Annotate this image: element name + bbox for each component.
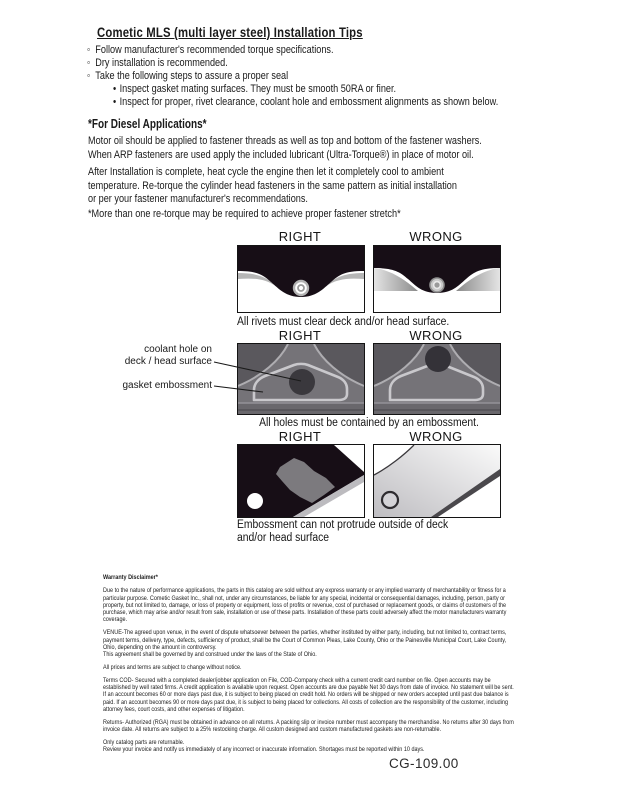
list-item [87, 44, 494, 57]
caption-line: and/or head surface [237, 532, 330, 544]
rivet-diagram-right [237, 245, 365, 313]
paragraph-line: or per your fastener manufacturer's recommendations. [88, 193, 308, 205]
caption-line: Embossment can not protrude outside of deck [237, 519, 449, 531]
wrong-label-row1: WRONG [409, 229, 463, 244]
row2-caption: All holes must be contained by an embossment. [259, 417, 479, 429]
bolt-hole-icon [247, 493, 263, 509]
right-label-row2: RIGHT [278, 328, 322, 343]
diesel-paragraph-2 [88, 166, 533, 207]
hole-not-contained-illustration [374, 344, 500, 414]
paragraph-line: *More than one re-torque may be required to achieve proper fastener stretch* [88, 208, 401, 220]
diesel-paragraph-1 [88, 135, 563, 162]
only-catalog-line: Only catalog parts are returnable. [103, 738, 185, 746]
bolt-hole-icon [382, 492, 398, 508]
page-code: CG-109.00 [389, 756, 459, 771]
open-bullet-icon: ◦ [87, 57, 91, 69]
rivet-diagram-wrong [373, 245, 501, 313]
rivet-interference-illustration [374, 246, 500, 312]
open-bullet-icon: ◦ [87, 70, 91, 82]
protrusion-diagram-wrong [373, 444, 501, 518]
list-item [87, 70, 494, 83]
paragraph-line: Motor oil should be applied to fastener threads as well as top and bottom of the fastener washers. [88, 135, 482, 147]
callout-line: coolant hole on [144, 344, 212, 355]
returns-clause: Returns- Authorized (RGA) must be obtained in advance on all returns. A packing slip or invoice number must accompany the merchandise. No returns after 30 days from invoice date. All returns are subject to a 25% restocking charge. All custom designed and custom manufactured gaskets are non-returnable. [103, 718, 514, 734]
sub-list-item [113, 96, 498, 109]
embossment-diagram-wrong [373, 343, 501, 415]
list-item-text: Take the following steps to assure a proper seal [95, 70, 289, 82]
embossment-protruding-illustration [374, 445, 500, 517]
page-title: Cometic MLS (multi layer steel) Installation Tips [97, 25, 363, 40]
rivet-clear-illustration [238, 246, 364, 312]
hole-contained-illustration [238, 344, 364, 414]
row1-caption: All rivets must clear deck and/or head surface. [237, 316, 450, 328]
list-item-text: Inspect for proper, rivet clearance, coolant hole and embossment alignments as shown below. [119, 96, 499, 108]
review-invoice-line: Review your invoice and notify us immediately of any incorrect or inaccurate information. Shortages must be reported within 10 days. [103, 746, 425, 754]
embossment-inside-deck-illustration [238, 445, 364, 517]
legal-fine-print [103, 574, 517, 753]
list-item [87, 57, 494, 70]
warranty-disclaimer-text: Due to the nature of performance applications, the parts in this catalog are sold without any express warranty or any implied warranty of merchantability or fitness for a particular purpose. Cometic Gasket Inc., shall not, under any circumstances, be liable for any special, incidental or consequential damages, including, person, party or property, but not limited to, damage, or loss of property or equipment, loss of profits or revenue, cost of purchased or replacement goods, or claims of customers of the purchase, which may arise and/or result from sale, installation or use of these parts. Installation of these parts could adversely affect the motor manufacturers warranty coverage. [103, 587, 507, 624]
coolant-hole-callout [92, 344, 212, 367]
coolant-hole-icon [289, 369, 315, 395]
embossment-diagram-right [237, 343, 365, 415]
paragraph-line: temperature. Re-torque the cylinder head fasteners in the same pattern as initial installation [88, 179, 457, 192]
row3-caption [237, 519, 472, 545]
callout-line: deck / head surface [124, 355, 212, 367]
retorque-note [88, 208, 465, 222]
warranty-disclaimer-heading: Warranty Disclaimer* [103, 574, 158, 581]
list-item-text: Follow manufacturer's recommended torque specifications. [95, 44, 334, 56]
right-label-row1: RIGHT [278, 229, 322, 244]
paragraph-line: After Installation is complete, heat cycle the engine then let it completely cool to ambient [88, 166, 444, 178]
diesel-section-heading: *For Diesel Applications* [88, 117, 207, 131]
wrong-label-row3: WRONG [409, 429, 463, 444]
venue-clause: VENUE-The agreed upon venue, in the event of dispute whatsoever between the parties, whether instituted by either party, including, but not limited to, contract terms, payment terms, delivery, type, defects, sufficiency of product, shall be the Court of Common Pleas, Lake County, Ohio or the Painesville Municipal Court, Lake County, Ohio, depending on the amount in controversy. [103, 629, 507, 651]
terms-cod-clause: Terms COD- Secured with a completed dealer/jobber application on File, COD-Company check with a current credit card number on file. Open accounts may be established by well rated firms. A credit application is available upon request. Open accounts are due payable Net 30 days from date of invoice. No statement will be sent. If an account becomes 60 or more days past due, it is subject to being placed on credit hold. No orders will be shipped or new orders accepted until past due balance is paid. If an account becomes 90 or more days past due, it is subject to being placed for collections. All costs of collection are the responsibility of the customer, including attorney fees, court costs, and other expenses of litigation. [103, 676, 514, 713]
coolant-hole-icon [425, 346, 451, 372]
governing-law-clause: This agreement shall be governed by and construed under the laws of the State of Ohio. [103, 651, 317, 659]
gasket-embossment-callout: gasket embossment [122, 380, 212, 391]
bullet-icon: • [113, 83, 117, 95]
wrong-label-row2: WRONG [409, 328, 463, 343]
list-item-text: Dry installation is recommended. [95, 57, 228, 69]
installation-tips-list [87, 44, 577, 109]
sub-list-item [113, 83, 498, 96]
bullet-icon: • [113, 96, 117, 108]
prices-clause: All prices and terms are subject to change without notice. [103, 663, 242, 671]
right-label-row3: RIGHT [278, 429, 322, 444]
open-bullet-icon: ◦ [87, 44, 91, 56]
list-item-text: Inspect gasket mating surfaces. They must be smooth 50RA or finer. [119, 83, 397, 95]
protrusion-diagram-right [237, 444, 365, 518]
paragraph-line: When ARP fasteners are used apply the included lubricant (Ultra-Torque®) in place of motor oil. [88, 148, 474, 161]
